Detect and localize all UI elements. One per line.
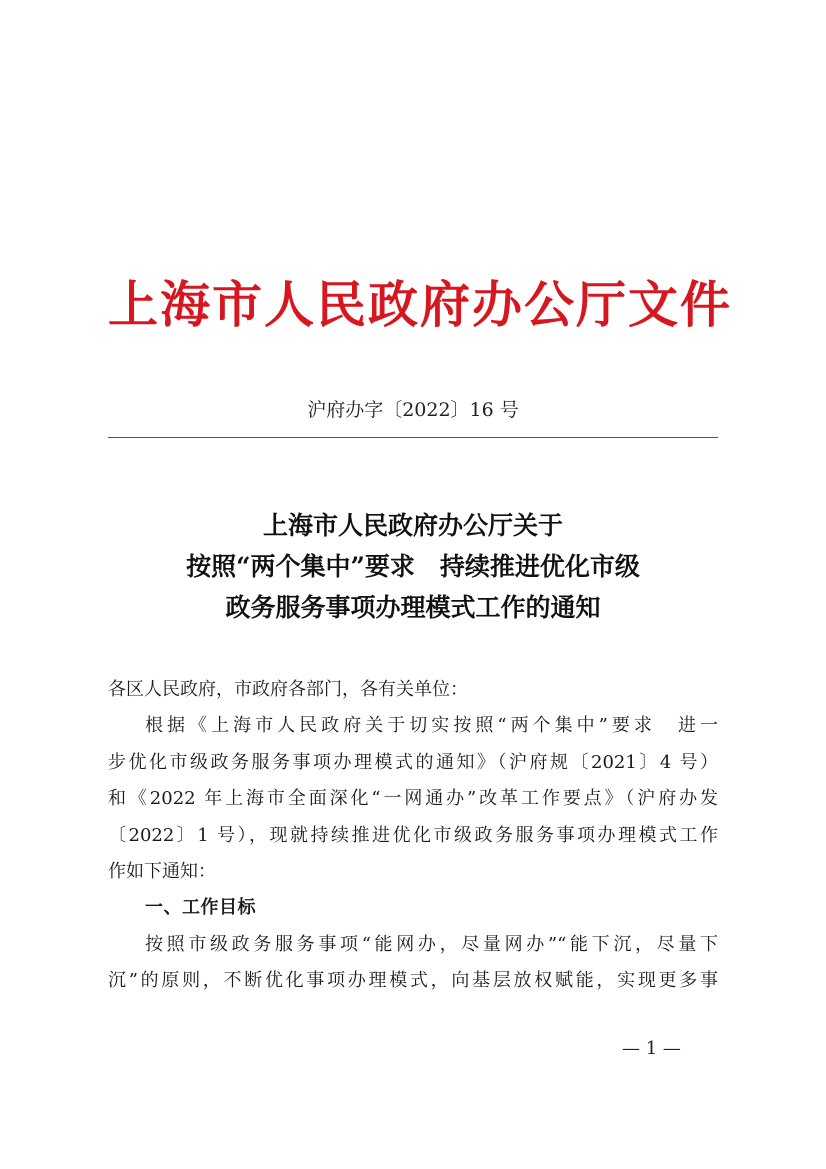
body-text-line: 〔2022〕1 号），现就持续推进优化市级政务服务事项办理模式工作 xyxy=(108,824,718,846)
body-text-line: 步优化市级政务服务事项办理模式的通知》（沪府规〔2021〕4 号） xyxy=(108,751,718,773)
masthead-issuer-title: 上海市人民政府办公厅文件 xyxy=(108,275,732,334)
document-title xyxy=(108,505,718,628)
title-line: 按照“两个集中”要求 持续推进优化市级 xyxy=(186,552,640,581)
page-number: — 1 — xyxy=(622,1038,681,1059)
document-body xyxy=(108,672,718,1000)
section-heading: 一、工作目标 xyxy=(145,897,256,919)
body-text-line: 作如下通知： xyxy=(108,860,216,882)
body-text-line: 沉”的原则，不断优化事项办理模式，向基层放权赋能，实现更多事 xyxy=(108,970,718,992)
title-line: 政务服务事项办理模式工作的通知 xyxy=(225,593,601,622)
red-separator-rule xyxy=(108,437,718,438)
salutation: 各区人民政府，市政府各部门，各有关单位： xyxy=(108,679,468,700)
body-text-line: 根据《上海市人民政府关于切实按照“两个集中”要求 进一 xyxy=(145,715,718,737)
title-line: 上海市人民政府办公厅关于 xyxy=(262,511,563,540)
document-number: 沪府办字〔2022〕16 号 xyxy=(307,399,519,421)
body-text-line: 按照市级政务服务事项“能网办，尽量网办”“能下沉，尽量下 xyxy=(145,933,718,955)
body-text-line: 和《2022 年上海市全面深化“一网通办”改革工作要点》（沪府办发 xyxy=(108,788,718,810)
